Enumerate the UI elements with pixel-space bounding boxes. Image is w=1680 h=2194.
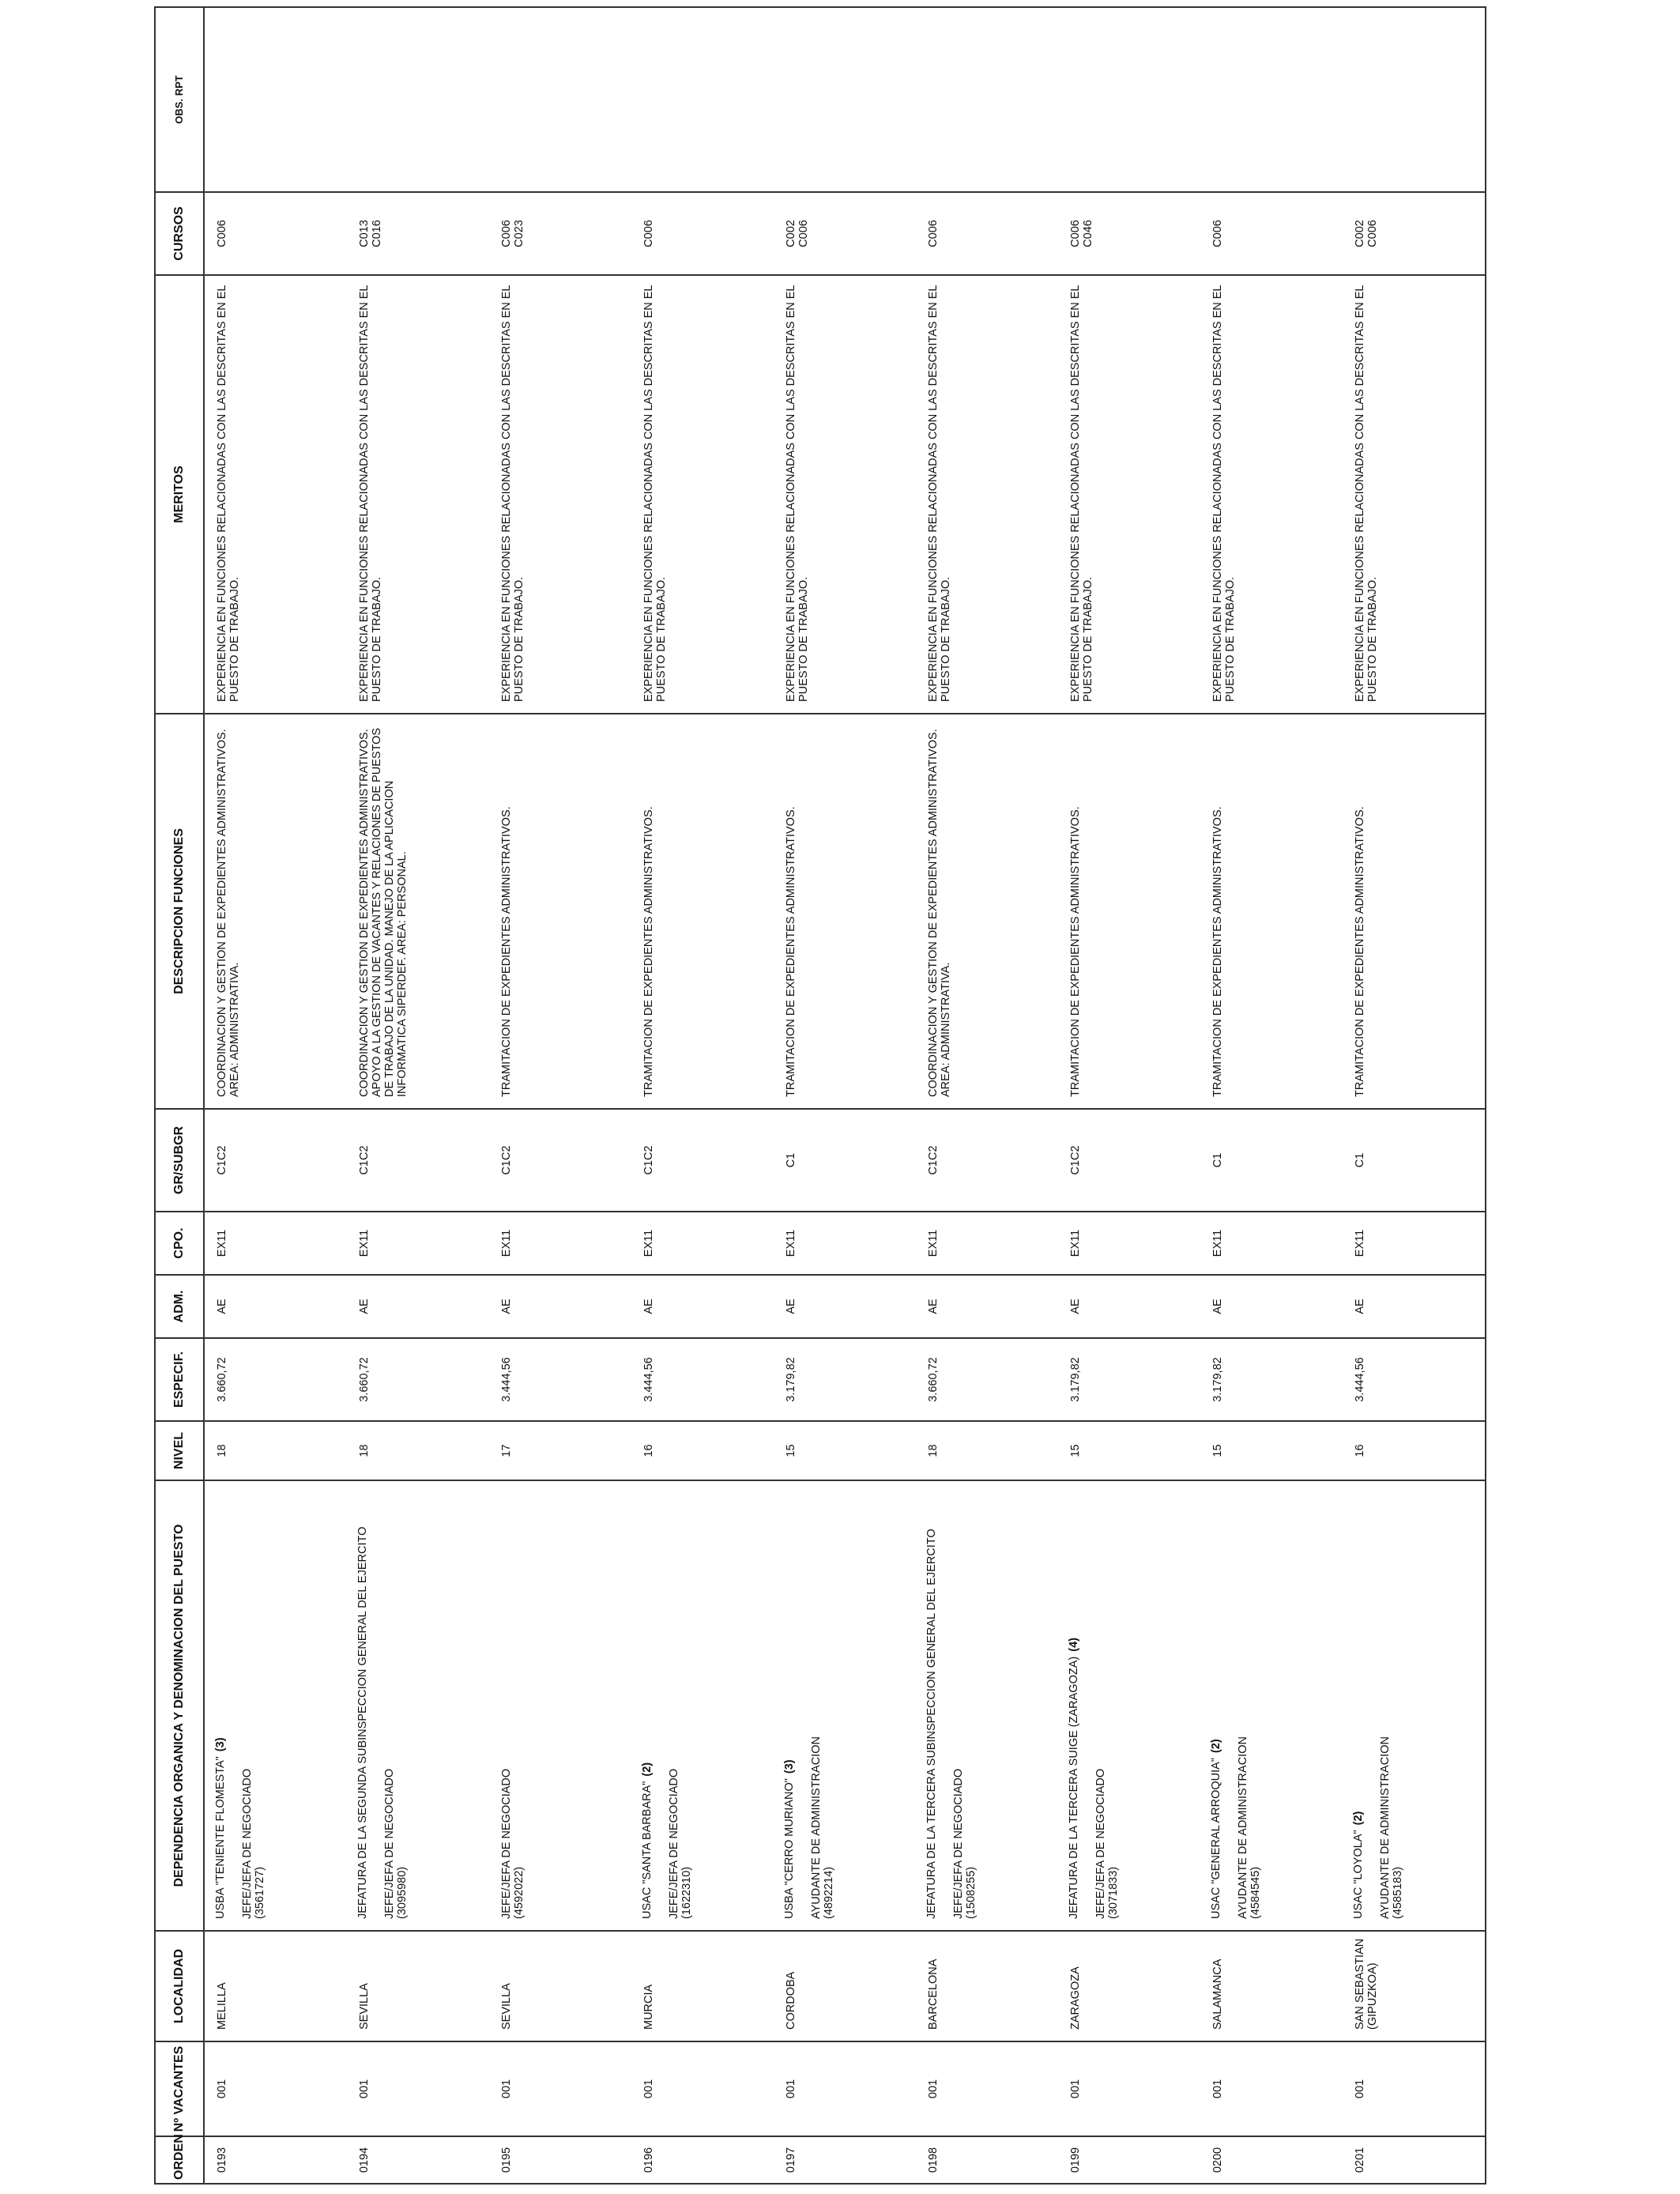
obs-cell	[1200, 7, 1343, 192]
meritos-cell: EXPERIENCIA EN FUNCIONES RELACIONADAS CON LAS DESCRITAS EN EL PUESTO DE TRABAJO.	[774, 275, 916, 714]
vacantes-cell: 001	[1200, 2041, 1343, 2136]
dependencia-cell	[1200, 1480, 1343, 1931]
unit-name: USBA "CERRO MURIANO"	[783, 1778, 796, 1919]
orden-cell: 0201	[1343, 2136, 1486, 2184]
localidad-cell: SEVILLA	[489, 1931, 631, 2041]
nivel-cell: 15	[774, 1421, 916, 1480]
course-code: C006	[216, 220, 228, 247]
course-code: C006	[642, 220, 655, 247]
position-title: AYUDANTE DE ADMINISTRACION	[810, 1736, 823, 1919]
cursos-cell	[1200, 192, 1343, 275]
meritos-cell: EXPERIENCIA EN FUNCIONES RELACIONADAS CON LAS DESCRITAS EN EL PUESTO DE TRABAJO.	[204, 275, 347, 714]
adm-cell: AE	[1058, 1275, 1200, 1338]
localidad-cell: MELILLA	[204, 1931, 347, 2041]
table-row	[774, 7, 916, 2184]
grupo-cell: C1C2	[347, 1109, 489, 1212]
orden-cell: 0195	[489, 2136, 631, 2184]
dependencia-cell	[1343, 1480, 1486, 1931]
localidad-cell: SAN SEBASTIAN (GIPUZKOA)	[1343, 1931, 1486, 2041]
unit-heading	[1068, 1487, 1080, 1919]
page	[154, 8, 1438, 2185]
unit-footnote: (4)	[1068, 1638, 1080, 1652]
grupo-cell: C1C2	[916, 1109, 1058, 1212]
nivel-cell: 18	[347, 1421, 489, 1480]
cursos-cell	[489, 192, 631, 275]
especif-cell: 3.660,72	[916, 1338, 1058, 1421]
nivel-cell: 16	[1343, 1421, 1486, 1480]
unit-heading	[214, 1487, 227, 1919]
vacancies-table	[154, 6, 1486, 2185]
position-title: JEFE/JEFA DE NEGOCIADO	[668, 1768, 680, 1919]
course-code: C023	[513, 220, 525, 247]
nivel-cell: 18	[204, 1421, 347, 1480]
funciones-cell: TRAMITACION DE EXPEDIENTES ADMINISTRATIVOS.	[774, 714, 916, 1109]
unit-name: USBA "TENIENTE FLOMESTA"	[214, 1756, 227, 1919]
grupo-cell: C1C2	[631, 1109, 774, 1212]
meritos-cell: EXPERIENCIA EN FUNCIONES RELACIONADAS CON LAS DESCRITAS EN EL PUESTO DE TRABAJO.	[916, 275, 1058, 714]
adm-cell: AE	[1343, 1275, 1486, 1338]
cpo-cell: EX11	[916, 1212, 1058, 1275]
meritos-cell: EXPERIENCIA EN FUNCIONES RELACIONADAS CON LAS DESCRITAS EN EL PUESTO DE TRABAJO.	[631, 275, 774, 714]
unit-heading	[1210, 1487, 1222, 1919]
course-code: C006	[927, 220, 940, 247]
adm-cell: AE	[916, 1275, 1058, 1338]
header-cursos: CURSOS	[155, 192, 204, 275]
cpo-cell: EX11	[631, 1212, 774, 1275]
dependencia-cell	[774, 1480, 916, 1931]
obs-cell	[774, 7, 916, 192]
localidad-cell: SALAMANCA	[1200, 1931, 1343, 2041]
position-code: (3071833)	[1107, 1866, 1120, 1919]
meritos-cell: EXPERIENCIA EN FUNCIONES RELACIONADAS CON LAS DESCRITAS EN EL PUESTO DE TRABAJO.	[347, 275, 489, 714]
adm-cell: AE	[347, 1275, 489, 1338]
grupo-cell: C1	[774, 1109, 916, 1212]
vacantes-cell: 001	[1343, 2041, 1486, 2136]
orden-cell: 0199	[1058, 2136, 1200, 2184]
position-title: JEFE/JEFA DE NEGOCIADO	[1094, 1768, 1107, 1919]
unit-footnote: (3)	[214, 1737, 227, 1752]
unit-name: JEFATURA DE LA TERCERA SUBINSPECCION GENERAL DEL EJERCITO	[925, 1529, 938, 1919]
obs-cell	[489, 7, 631, 192]
position-code: (1622310)	[680, 1866, 693, 1919]
table-row	[1343, 7, 1486, 2184]
table-row	[1058, 7, 1200, 2184]
position-code: (4592022)	[513, 1866, 525, 1919]
dependencia-cell	[916, 1480, 1058, 1931]
position-title: JEFE/JEFA DE NEGOCIADO	[241, 1768, 254, 1919]
obs-cell	[1058, 7, 1200, 192]
cursos-cell	[1058, 192, 1200, 275]
vacantes-cell: 001	[1058, 2041, 1200, 2136]
funciones-cell: TRAMITACION DE EXPEDIENTES ADMINISTRATIVOS.	[1200, 714, 1343, 1109]
funciones-cell: TRAMITACION DE EXPEDIENTES ADMINISTRATIVOS.	[1343, 714, 1486, 1109]
course-code: C002	[1354, 220, 1366, 247]
header-dependencia: DEPENDENCIA ORGANICA Y DENOMINACION DEL PUESTO	[155, 1480, 204, 1931]
position-code: (4585183)	[1392, 1866, 1404, 1919]
unit-heading	[925, 1487, 938, 1919]
table-row	[631, 7, 774, 2184]
course-code: C016	[371, 220, 383, 247]
table-row	[489, 7, 631, 2184]
nivel-cell: 18	[916, 1421, 1058, 1480]
funciones-cell: TRAMITACION DE EXPEDIENTES ADMINISTRATIVOS.	[1058, 714, 1200, 1109]
cpo-cell: EX11	[1200, 1212, 1343, 1275]
adm-cell: AE	[1200, 1275, 1343, 1338]
unit-name: JEFATURA DE LA TERCERA SUIGE (ZARAGOZA)	[1068, 1656, 1080, 1919]
cursos-cell	[916, 192, 1058, 275]
position-code: (3095980)	[396, 1866, 409, 1919]
cursos-cell	[347, 192, 489, 275]
grupo-cell: C1C2	[489, 1109, 631, 1212]
especif-cell: 3.444,56	[489, 1338, 631, 1421]
obs-cell	[347, 7, 489, 192]
course-code: C013	[358, 220, 371, 247]
header-cpo: CPO.	[155, 1212, 204, 1275]
cursos-cell	[1343, 192, 1486, 275]
funciones-cell: COORDINACION Y GESTION DE EXPEDIENTES ADMINISTRATIVOS. APOYO A LA GESTION DE VACANTES Y RELACIONES DE PUESTOS DE TRABAJO DE LA UNIDAD. MANEJO DE LA APLICACION INFORMATICA SIPERDEF. AREA: PERSONAL.	[347, 714, 489, 1109]
vacantes-cell: 001	[916, 2041, 1058, 2136]
cpo-cell: EX11	[1343, 1212, 1486, 1275]
cpo-cell: EX11	[347, 1212, 489, 1275]
nivel-cell: 15	[1200, 1421, 1343, 1480]
nivel-cell: 15	[1058, 1421, 1200, 1480]
meritos-cell: EXPERIENCIA EN FUNCIONES RELACIONADAS CON LAS DESCRITAS EN EL PUESTO DE TRABAJO.	[1058, 275, 1200, 714]
funciones-cell: COORDINACION Y GESTION DE EXPEDIENTES ADMINISTRATIVOS. AREA: ADMINISTRATIVA.	[204, 714, 347, 1109]
unit-heading	[783, 1487, 796, 1919]
position-code: (3561727)	[254, 1866, 266, 1919]
table-row	[204, 7, 347, 2184]
localidad-cell: SEVILLA	[347, 1931, 489, 2041]
course-code: C046	[1082, 220, 1094, 247]
vacantes-cell: 001	[489, 2041, 631, 2136]
orden-cell: 0198	[916, 2136, 1058, 2184]
cpo-cell: EX11	[774, 1212, 916, 1275]
header-funciones: DESCRIPCION FUNCIONES	[155, 714, 204, 1109]
position-code: (4584545)	[1249, 1866, 1262, 1919]
adm-cell: AE	[631, 1275, 774, 1338]
position-code: (1508255)	[965, 1866, 977, 1919]
header-obs: OBS. RPT	[155, 7, 204, 192]
unit-name: USAC "LOYOLA"	[1352, 1830, 1365, 1919]
grupo-cell: C1C2	[1058, 1109, 1200, 1212]
header-vacantes: Nº VACANTES	[155, 2041, 204, 2136]
especif-cell: 3.444,56	[1343, 1338, 1486, 1421]
vacantes-cell: 001	[774, 2041, 916, 2136]
obs-cell	[916, 7, 1058, 192]
unit-name: JEFATURA DE LA SEGUNDA SUBINSPECCION GENERAL DEL EJERCITO	[356, 1526, 369, 1919]
funciones-cell: TRAMITACION DE EXPEDIENTES ADMINISTRATIVOS.	[631, 714, 774, 1109]
position-title: JEFE/JEFA DE NEGOCIADO	[383, 1768, 396, 1919]
dependencia-cell	[631, 1480, 774, 1931]
cursos-cell	[631, 192, 774, 275]
nivel-cell: 17	[489, 1421, 631, 1480]
unit-heading	[641, 1487, 654, 1919]
header-adm: ADM.	[155, 1275, 204, 1338]
header-especif: ESPECIF.	[155, 1338, 204, 1421]
especif-cell: 3.660,72	[347, 1338, 489, 1421]
header-nivel: NIVEL	[155, 1421, 204, 1480]
cpo-cell: EX11	[489, 1212, 631, 1275]
grupo-cell: C1C2	[204, 1109, 347, 1212]
adm-cell: AE	[774, 1275, 916, 1338]
unit-footnote: (2)	[641, 1762, 654, 1777]
localidad-cell: MURCIA	[631, 1931, 774, 2041]
course-code: C006	[797, 220, 810, 247]
position-title: AYUDANTE DE ADMINISTRACION	[1237, 1736, 1249, 1919]
cpo-cell: EX11	[204, 1212, 347, 1275]
obs-cell	[631, 7, 774, 192]
header-orden: ORDEN	[155, 2136, 204, 2184]
cursos-cell	[774, 192, 916, 275]
cursos-cell	[204, 192, 347, 275]
especif-cell: 3.444,56	[631, 1338, 774, 1421]
funciones-cell: TRAMITACION DE EXPEDIENTES ADMINISTRATIVOS.	[489, 714, 631, 1109]
header-localidad: LOCALIDAD	[155, 1931, 204, 2041]
vacantes-cell: 001	[204, 2041, 347, 2136]
unit-footnote: (3)	[783, 1759, 796, 1774]
table-row	[347, 7, 489, 2184]
vacantes-cell: 001	[631, 2041, 774, 2136]
header-grupo: GR/SUBGR	[155, 1109, 204, 1212]
unit-footnote: (2)	[1352, 1811, 1365, 1826]
meritos-cell: EXPERIENCIA EN FUNCIONES RELACIONADAS CON LAS DESCRITAS EN EL PUESTO DE TRABAJO.	[489, 275, 631, 714]
grupo-cell: C1	[1200, 1109, 1343, 1212]
orden-cell: 0197	[774, 2136, 916, 2184]
table-row	[916, 7, 1058, 2184]
nivel-cell: 16	[631, 1421, 774, 1480]
dependencia-cell	[204, 1480, 347, 1931]
rotated-table-wrapper	[154, 8, 1438, 2185]
course-code: C006	[1211, 220, 1224, 247]
cpo-cell: EX11	[1058, 1212, 1200, 1275]
dependencia-cell	[1058, 1480, 1200, 1931]
table-row	[1200, 7, 1343, 2184]
especif-cell: 3.179,82	[1058, 1338, 1200, 1421]
unit-name: USAC "GENERAL ARROQUIA"	[1210, 1758, 1222, 1919]
meritos-cell: EXPERIENCIA EN FUNCIONES RELACIONADAS CON LAS DESCRITAS EN EL PUESTO DE TRABAJO.	[1200, 275, 1343, 714]
vacantes-cell: 001	[347, 2041, 489, 2136]
unit-heading	[356, 1487, 369, 1919]
unit-name: USAC "SANTA BARBARA"	[641, 1781, 654, 1919]
adm-cell: AE	[204, 1275, 347, 1338]
localidad-cell: ZARAGOZA	[1058, 1931, 1200, 2041]
grupo-cell: C1	[1343, 1109, 1486, 1212]
unit-heading	[1352, 1487, 1365, 1919]
position-code: (4892214)	[823, 1866, 835, 1919]
adm-cell: AE	[489, 1275, 631, 1338]
especif-cell: 3.179,82	[774, 1338, 916, 1421]
localidad-cell: CORDOBA	[774, 1931, 916, 2041]
especif-cell: 3.660,72	[204, 1338, 347, 1421]
unit-footnote: (2)	[1210, 1739, 1222, 1754]
dependencia-cell	[489, 1480, 631, 1931]
orden-cell: 0194	[347, 2136, 489, 2184]
especif-cell: 3.179,82	[1200, 1338, 1343, 1421]
orden-cell: 0193	[204, 2136, 347, 2184]
position-title: JEFE/JEFA DE NEGOCIADO	[952, 1768, 965, 1919]
header-meritos: MERITOS	[155, 275, 204, 714]
position-title: JEFE/JEFA DE NEGOCIADO	[500, 1768, 513, 1919]
header-row	[155, 7, 204, 2184]
obs-cell	[1343, 7, 1486, 192]
orden-cell: 0200	[1200, 2136, 1343, 2184]
localidad-cell: BARCELONA	[916, 1931, 1058, 2041]
course-code: C006	[1069, 220, 1082, 247]
course-code: C002	[785, 220, 797, 247]
obs-cell	[204, 7, 347, 192]
dependencia-cell	[347, 1480, 489, 1931]
orden-cell: 0196	[631, 2136, 774, 2184]
course-code: C006	[500, 220, 513, 247]
course-code: C006	[1366, 220, 1379, 247]
meritos-cell: EXPERIENCIA EN FUNCIONES RELACIONADAS CON LAS DESCRITAS EN EL PUESTO DE TRABAJO.	[1343, 275, 1486, 714]
funciones-cell: COORDINACION Y GESTION DE EXPEDIENTES ADMINISTRATIVOS. AREA: ADMINISTRATIVA.	[916, 714, 1058, 1109]
position-title: AYUDANTE DE ADMINISTRACION	[1379, 1736, 1392, 1919]
